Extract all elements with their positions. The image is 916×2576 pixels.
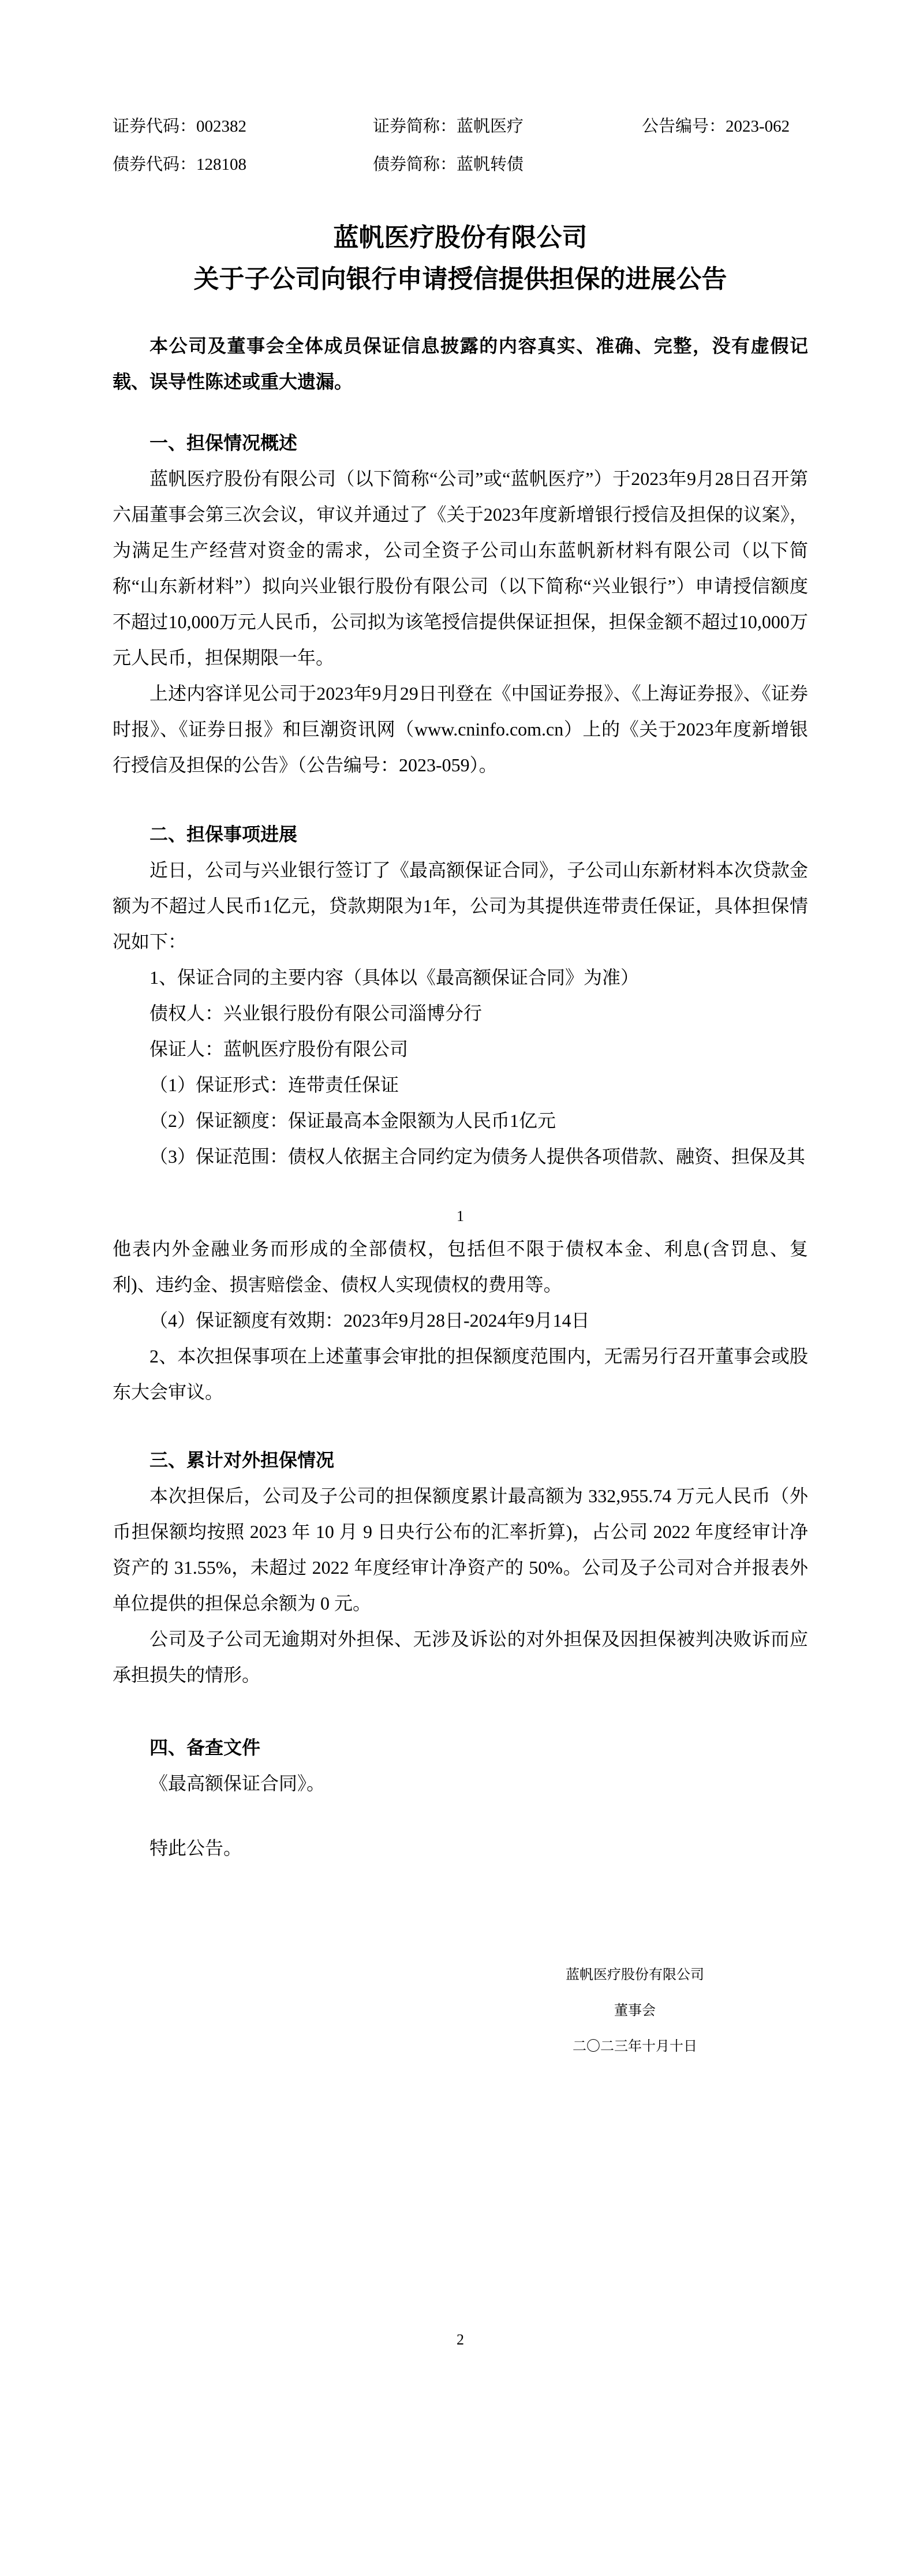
section2-paragraph-2: 2、本次担保事项在上述董事会审批的担保额度范围内，无需另行召开董事会或股东大会审议。 [113,1346,808,1402]
securities-name: 证券简称：蓝帆医疗 [373,117,524,136]
truthfulness-declaration: 本公司及董事会全体成员保证信息披露的内容真实、准确、完整，没有虚假记载、误导性陈述或重大遗漏。 [113,335,808,392]
announcement-number: 公告编号：2023-062 [642,117,790,136]
company-title: 蓝帆医疗股份有限公司 [333,223,588,252]
guarantee-validity-line: （4）保证额度有效期：2023年9月28日-2024年9月14日 [149,1310,590,1331]
closing-statement: 特此公告。 [149,1838,242,1858]
guarantee-limit-line: （2）保证额度：保证最高本金限额为人民币1亿元 [149,1110,556,1131]
section4-heading: 四、备查文件 [149,1737,261,1758]
guarantee-form-line: （1）保证形式：连带责任保证 [149,1074,399,1095]
guarantee-scope-line-part1: （3）保证范围：债权人依据主合同约定为债务人提供各项借款、融资、担保及其 [149,1146,806,1167]
announcement-title: 关于子公司向银行申请授信提供担保的进展公告 [193,265,727,293]
section1-paragraph-2: 上述内容详见公司于2023年9月29日刊登在《中国证券报》、《上海证券报》、《证券时报》、《证券日报》和巨潮资讯网（www.cninfo.com.cn）上的《关于2023年度新增银行授信及担保的公告》（公告编号：2023-059）。 [113,683,808,775]
bond-code: 债券代码：128108 [113,155,247,174]
bond-name: 债券简称：蓝帆转债 [373,155,524,174]
signature-company: 蓝帆医疗股份有限公司 [566,1968,704,1983]
signature-date: 二〇二三年十月十日 [573,2039,697,2054]
section2-heading: 二、担保事项进展 [149,824,298,845]
signature-board: 董事会 [614,2003,656,2018]
signature-block [566,1957,704,2064]
page2-number: 2 [457,2331,464,2348]
announcement-document [0,115,916,2459]
guarantor-line: 保证人：蓝帆医疗股份有限公司 [149,1039,409,1059]
section3-paragraph-2: 公司及子公司无逾期对外担保、无涉及诉讼的对外担保及因担保被判决败诉而应承担损失的情形。 [113,1629,808,1685]
creditor-line: 债权人：兴业银行股份有限公司淄博分行 [149,1003,483,1024]
guarantee-scope-line-part2: 他表内外金融业务而形成的全部债权，包括但不限于债权本金、利息(含罚息、复利)、违约金、损害赔偿金、债权人实现债权的费用等。 [113,1238,808,1295]
section1-heading: 一、担保情况概述 [149,432,298,453]
section3-paragraph-1: 本次担保后，公司及子公司的担保额度累计最高额为 332,955.74 万元人民币（外币担保额均按照 2023 年 10 月 9 日央行公布的汇率折算)，占公司 2022 年度经审计净资产的 31.55%，未超过 2022 年度经审计净资产的 50%。公司及子公司对合并报表外单位提供的担保总余额为 0 元。 [113,1485,808,1614]
page1-number: 1 [457,1208,464,1224]
section1-paragraph-1: 蓝帆医疗股份有限公司（以下简称“公司”或“蓝帆医疗”）于2023年9月28日召开第六届董事会第三次会议，审议并通过了《关于2023年度新增银行授信及担保的议案》，为满足生产经营对资金的需求，公司全资子公司山东蓝帆新材料有限公司（以下简称“山东新材料”）拟向兴业银行股份有限公司（以下简称“兴业银行”）申请授信额度不超过10,000万元人民币，公司拟为该笔授信提供保证担保，担保金额不超过10,000万元人民币，担保期限一年。 [113,468,808,668]
section3-heading: 三、累计对外担保情况 [149,1450,335,1470]
securities-code: 证券代码：002382 [113,117,247,136]
stock-header-row [113,115,808,137]
guarantee-contract-item: 1、保证合同的主要内容（具体以《最高额保证合同》为准） [149,967,640,988]
bond-header-row [113,154,808,176]
section2-paragraph-1: 近日，公司与兴业银行签订了《最高额保证合同》，子公司山东新材料本次贷款金额为不超过人民币1亿元，贷款期限为1年，公司为其提供连带责任保证，具体担保情况如下： [113,860,808,952]
section4-paragraph-1: 《最高额保证合同》。 [149,1773,326,1794]
